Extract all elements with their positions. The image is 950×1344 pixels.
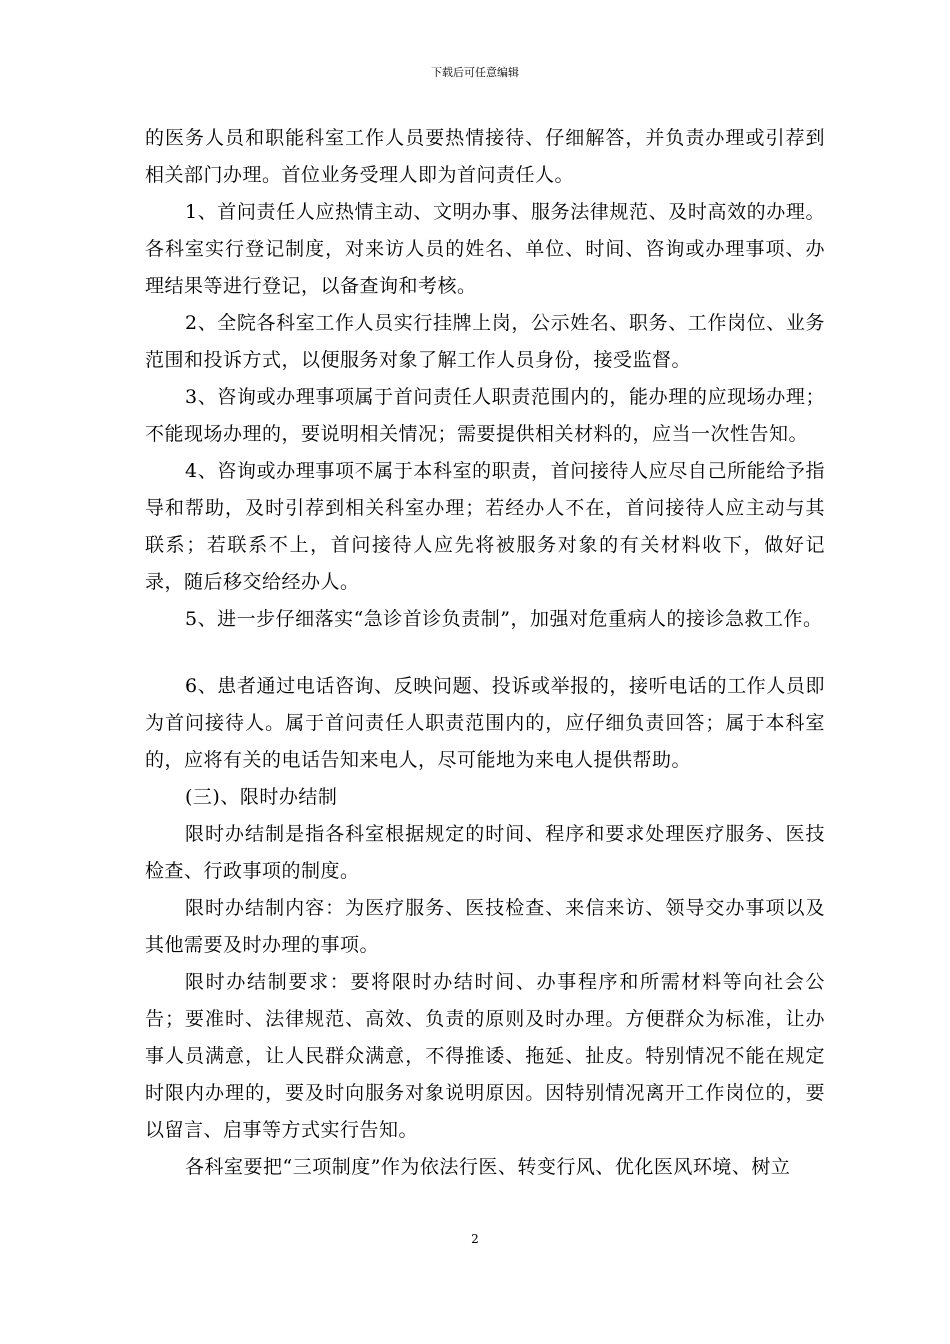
paragraph-item-3: 3、咨询或办理事项属于首问责任人职责范围内的，能办理的应现场办理；不能现场办理的，要说明相关情况；需要提供相关材料的，应当一次性告知。	[145, 386, 825, 445]
document-body	[145, 120, 825, 1186]
paragraph-item-4: 4、咨询或办理事项不属于本科室的职责，首问接待人应尽自己所能给予指导和帮助，及时引荐到相关科室办理；若经办人不在，首问接待人应主动与其联系；若联系不上，首问接待人应先将被服务对象的有关材料收下，做好记录，随后移交给经办人。	[145, 460, 825, 593]
paragraph-closing: 各科室要把“三项制度”作为依法行医、转变行风、优化医风环境、树立	[185, 1156, 791, 1178]
paragraph-definition: 限时办结制是指各科室根据规定的时间、程序和要求处理医疗服务、医技检查、行政事项的制度。	[145, 823, 825, 882]
page-header: 下载后可任意编辑	[431, 66, 519, 79]
paragraph-item-1: 1、首问责任人应热情主动、文明办事、服务法律规范、及时高效的办理。各科室实行登记制度，对来访人员的姓名、单位、时间、咨询或办理事项、办理结果等进行登记，以备查询和考核。	[145, 201, 825, 297]
paragraph-spacer	[145, 638, 825, 668]
paragraph-item-5: 5、进一步仔细落实“急诊首诊负责制”，加强对危重病人的接诊急救工作。	[185, 608, 823, 630]
paragraph-continuation: 的医务人员和职能科室工作人员要热情接待、仔细解答，并负责办理或引荐到相关部门办理。首位业务受理人即为首问责任人。	[145, 127, 825, 186]
paragraph-requirements: 限时办结制要求：要将限时办结时间、办事程序和所需材料等向社会公告；要准时、法律规范、高效、负责的原则及时办理。方便群众为标准，让办事人员满意，让人民群众满意，不得推诿、拖延、扯皮。特别情况不能在规定时限内办理的，要及时向服务对象说明原因。因特别情况离开工作岗位的，要以留言、启事等方式实行告知。	[145, 971, 825, 1141]
page-number: 2	[471, 1232, 479, 1246]
section-heading: (三)、限时办结制	[185, 786, 338, 808]
paragraph-item-2: 2、全院各科室工作人员实行挂牌上岗，公示姓名、职务、工作岗位、业务范围和投诉方式，以便服务对象了解工作人员身份，接受监督。	[145, 312, 825, 371]
paragraph-content: 限时办结制内容：为医疗服务、医技检查、来信来访、领导交办事项以及其他需要及时办理的事项。	[145, 897, 825, 956]
paragraph-item-6: 6、患者通过电话咨询、反映问题、投诉或举报的，接听电话的工作人员即为首问接待人。属于首问责任人职责范围内的，应仔细负责回答；属于本科室的，应将有关的电话告知来电人，尽可能地为来电人提供帮助。	[145, 675, 825, 771]
